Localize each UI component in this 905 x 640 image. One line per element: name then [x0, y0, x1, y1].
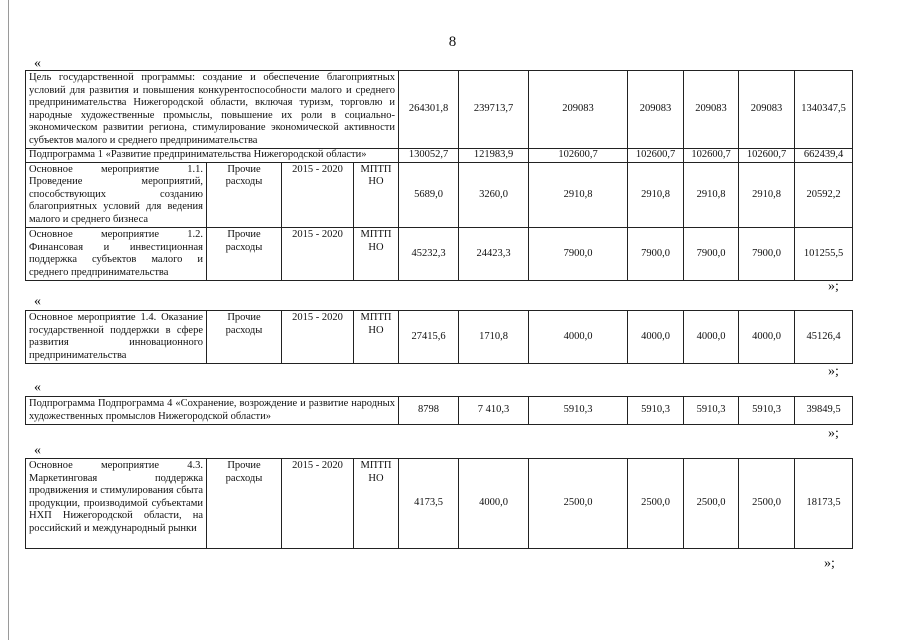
measure-name: Основное мероприятие 1.2. Финансовая и инвестиционная поддержка субъектов малого и среднего предпринимательства: [26, 228, 207, 281]
value-cell: 264301,8: [399, 71, 459, 149]
value-cell: 7 410,3: [459, 397, 529, 425]
subprogram-title: Подпрограмма Подпрограмма 4 «Сохранение, возрождение и развитие народных художественных промыслов Нижегородской области»: [26, 397, 399, 425]
open-quote: «: [34, 294, 41, 309]
total-cell: 45126,4: [795, 311, 853, 364]
expense-type: Прочие расходы: [207, 311, 282, 364]
value-cell: 4000,0: [739, 311, 795, 364]
value-cell: 2910,8: [628, 162, 684, 228]
value-cell: 4000,0: [628, 311, 684, 364]
value-cell: 130052,7: [399, 149, 459, 163]
measure-name: Основное мероприятие 4.3. Маркетинговая поддержка продвижения и стимулирования сбыта продукции, производимой субъектами НХП Нижегородской области, на российский и международный рынки: [26, 459, 207, 549]
value-cell: 121983,9: [459, 149, 529, 163]
page-number: 8: [448, 34, 457, 50]
value-cell: 4000,0: [459, 459, 529, 549]
value-cell: 45232,3: [399, 228, 459, 281]
value-cell: 102600,7: [529, 149, 628, 163]
value-cell: 4173,5: [399, 459, 459, 549]
close-mark: »;: [828, 426, 839, 441]
budget-table-measure-4-3: [25, 458, 853, 549]
open-quote: «: [34, 443, 41, 458]
expense-type: Прочие расходы: [207, 162, 282, 228]
period: 2015 - 2020: [282, 162, 354, 228]
value-cell: 2910,8: [684, 162, 739, 228]
total-cell: 18173,5: [795, 459, 853, 549]
total-cell: 662439,4: [795, 149, 853, 163]
table-row: [26, 459, 853, 549]
value-cell: 209083: [739, 71, 795, 149]
executor: МПТП НО: [354, 311, 399, 364]
close-mark: »;: [828, 279, 839, 294]
value-cell: 24423,3: [459, 228, 529, 281]
total-cell: 101255,5: [795, 228, 853, 281]
value-cell: 3260,0: [459, 162, 529, 228]
value-cell: 5910,3: [684, 397, 739, 425]
total-cell: 1340347,5: [795, 71, 853, 149]
value-cell: 7900,0: [739, 228, 795, 281]
value-cell: 4000,0: [684, 311, 739, 364]
value-cell: 2500,0: [739, 459, 795, 549]
value-cell: 239713,7: [459, 71, 529, 149]
total-cell: 20592,2: [795, 162, 853, 228]
value-cell: 5689,0: [399, 162, 459, 228]
budget-table-subprogram-1: [25, 70, 853, 281]
subprogram-title: Подпрограмма 1 «Развитие предпринимательства Нижегородской области»: [26, 149, 399, 163]
value-cell: 2910,8: [739, 162, 795, 228]
value-cell: 5910,3: [739, 397, 795, 425]
table-row: [26, 149, 853, 163]
value-cell: 102600,7: [684, 149, 739, 163]
value-cell: 4000,0: [529, 311, 628, 364]
value-cell: 7900,0: [529, 228, 628, 281]
value-cell: 27415,6: [399, 311, 459, 364]
value-cell: 209083: [684, 71, 739, 149]
value-cell: 102600,7: [628, 149, 684, 163]
budget-table-subprogram-4: [25, 396, 853, 425]
value-cell: 2500,0: [529, 459, 628, 549]
total-cell: 39849,5: [795, 397, 853, 425]
value-cell: 8798: [399, 397, 459, 425]
period: 2015 - 2020: [282, 311, 354, 364]
table-row: [26, 162, 853, 228]
table-row: [26, 397, 853, 425]
close-mark: »;: [828, 364, 839, 379]
executor: МПТП НО: [354, 228, 399, 281]
value-cell: 5910,3: [529, 397, 628, 425]
measure-name: Основное мероприятие 1.1. Проведение мероприятий, способствующих созданию благоприятных условий для ведения малого и среднего бизнеса: [26, 162, 207, 228]
close-mark: »;: [824, 556, 835, 571]
table-row: [26, 228, 853, 281]
measure-name: Основное мероприятие 1.4. Оказание государственной поддержки в сфере развития инновационного предпринимательства: [26, 311, 207, 364]
value-cell: 2910,8: [529, 162, 628, 228]
value-cell: 2500,0: [628, 459, 684, 549]
budget-table-measure-1-4: [25, 310, 853, 364]
value-cell: 2500,0: [684, 459, 739, 549]
expense-type: Прочие расходы: [207, 459, 282, 549]
value-cell: 7900,0: [684, 228, 739, 281]
table-row: [26, 71, 853, 149]
open-quote: «: [34, 56, 41, 71]
value-cell: 7900,0: [628, 228, 684, 281]
expense-type: Прочие расходы: [207, 228, 282, 281]
executor: МПТП НО: [354, 162, 399, 228]
value-cell: 209083: [628, 71, 684, 149]
value-cell: 1710,8: [459, 311, 529, 364]
open-quote: «: [34, 380, 41, 395]
period: 2015 - 2020: [282, 459, 354, 549]
period: 2015 - 2020: [282, 228, 354, 281]
value-cell: 5910,3: [628, 397, 684, 425]
goal-text: Цель государственной программы: создание и обеспечение благоприятных условий для развития и повышения конкурентоспособности малого и среднего предпринимательства Нижегородской области, включая туризм, торговлю и народные художественные промыслы, повышение их роли в социально-экономическом развитии региона, стимулирование экономической активности субъектов малого и среднего предпринимательства: [26, 71, 399, 149]
executor: МПТП НО: [354, 459, 399, 549]
value-cell: 209083: [529, 71, 628, 149]
table-row: [26, 311, 853, 364]
value-cell: 102600,7: [739, 149, 795, 163]
